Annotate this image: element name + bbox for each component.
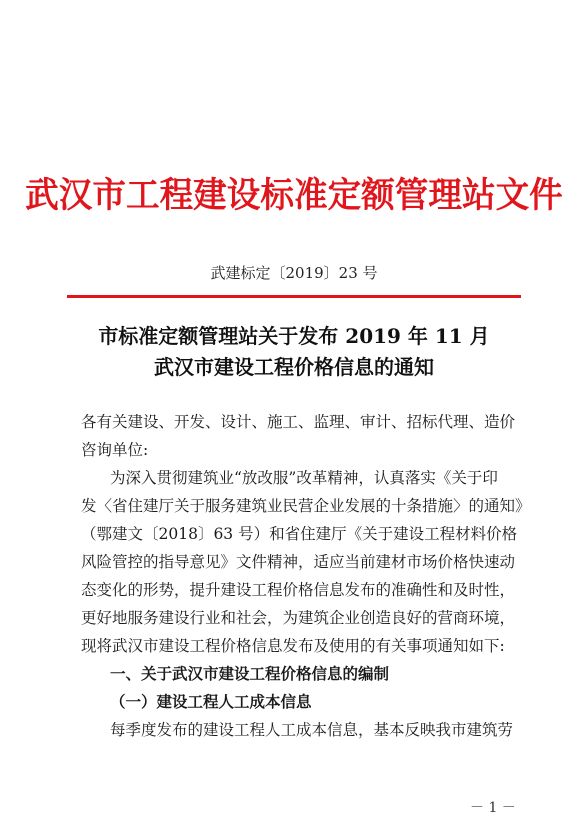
document-title-line-1: 市标准定额管理站关于发布 2019 年 11 月 bbox=[98, 324, 490, 348]
body-line-8: 每季度发布的建设工程人工成本信息，基本反映我市建筑劳 bbox=[110, 721, 514, 739]
issuer-header: 武汉市工程建设标准定额管理站文件 bbox=[25, 175, 563, 216]
addressee-line-1: 各有关建设、开发、设计、施工、监理、审计、招标代理、造价 bbox=[81, 413, 516, 431]
subsection-heading: （一）建设工程人工成本信息 bbox=[110, 692, 312, 711]
addressee-line-2: 咨询单位: bbox=[81, 441, 149, 459]
document-number: 武建标定〔2019〕23 号 bbox=[210, 264, 378, 282]
body-line-4: 风险管控的指导意见》文件精神，适应当前建材市场价格快速动 bbox=[81, 553, 516, 571]
body-line-1: 为深入贯彻建筑业“放改服”改革精神，认真落实《关于印 bbox=[110, 469, 498, 487]
document-title-line-2: 武汉市建设工程价格信息的通知 bbox=[154, 355, 434, 379]
page-number: － 1 － bbox=[470, 800, 516, 816]
body-line-2: 发〈省住建厅关于服务建筑业民营企业发展的十条措施〉的通知》 bbox=[81, 497, 531, 515]
body-line-6: 更好地服务建设行业和社会，为建筑企业创造良好的营商环境， bbox=[81, 609, 516, 627]
red-divider-line bbox=[67, 295, 521, 298]
section-heading: 一、关于武汉市建设工程价格信息的编制 bbox=[110, 664, 390, 683]
body-line-3: （鄂建文〔2018〕63 号）和省住建厅《关于建设工程材料价格 bbox=[81, 525, 518, 543]
body-line-7: 现将武汉市建设工程价格信息发布及使用的有关事项通知如下: bbox=[81, 637, 505, 655]
body-line-5: 态变化的形势，提升建设工程价格信息发布的准确性和及时性， bbox=[81, 581, 516, 599]
